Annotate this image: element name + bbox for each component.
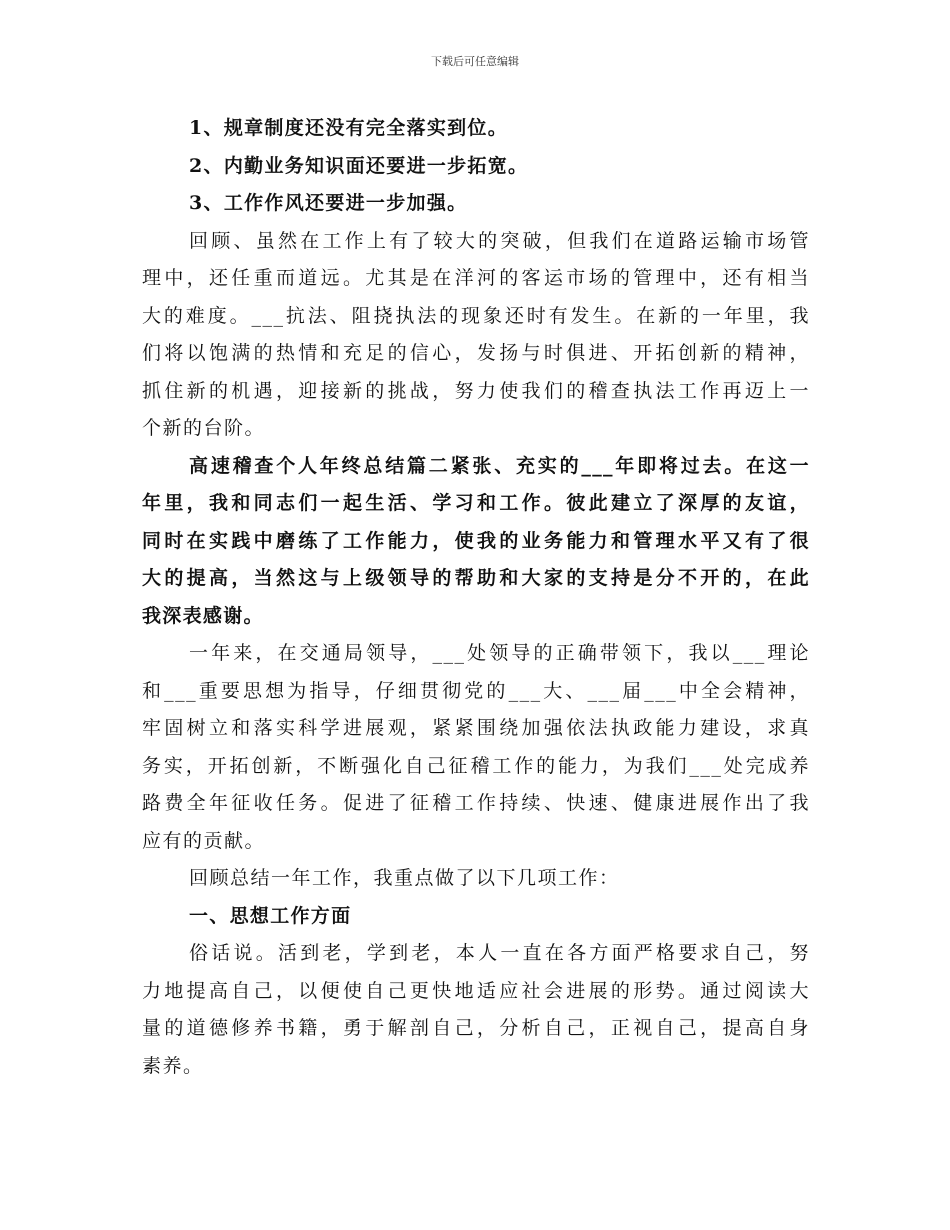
list-item-1: 1、规章制度还没有完全落实到位。 <box>189 117 509 139</box>
list-item-2: 2、内勤业务知识面还要进一步拓宽。 <box>189 154 529 177</box>
page-header: 下载后可任意编辑 <box>431 55 519 68</box>
paragraph-1-line-2: 理中，还任重而道远。尤其是在洋河的客运市场的管理中，还有相当 <box>142 267 810 289</box>
paragraph-2-line-5: 我深表感谢。 <box>142 604 264 627</box>
paragraph-1-line-1: 回顾、虽然在工作上有了较大的突破，但我们在道路运输市场管 <box>189 229 810 252</box>
paragraph-3-line-1: 一年来，在交通局领导，___处领导的正确带领下，我以___理论 <box>189 642 810 664</box>
paragraph-2-line-4: 大的提高，当然这与上级领导的帮助和大家的支持是分不开的，在此 <box>142 567 810 589</box>
paragraph-5-line-4: 素养。 <box>142 1054 204 1077</box>
paragraph-3-line-5: 路费全年征收任务。促进了征稽工作持续、快速、健康进展作出了我 <box>142 792 810 814</box>
paragraph-1-line-4: 们将以饱满的热情和充足的信心，发扬与时俱进、开拓创新的精神， <box>142 342 810 364</box>
paragraph-3-line-2: 和___重要思想为指导，仔细贯彻党的___大、___届___中全会精神， <box>142 679 810 702</box>
paragraph-1-line-6: 个新的台阶。 <box>142 417 266 439</box>
paragraph-3-line-4: 务实，开拓创新，不断强化自己征稽工作的能力，为我们___处完成养 <box>142 754 810 777</box>
paragraph-5-line-3: 量的道德修养书籍，勇于解剖自己，分析自己，正视自己，提高自身 <box>142 1017 810 1039</box>
paragraph-1-line-3: 大的难度。___抗法、阻挠执法的现象还时有发生。在新的一年里，我 <box>142 304 810 327</box>
paragraph-3-line-3: 牢固树立和落实科学进展观，紧紧围绕加强依法执政能力建设，求真 <box>142 717 810 739</box>
paragraph-2-line-3: 同时在实践中磨练了工作能力，使我的业务能力和管理水平又有了很 <box>142 529 810 552</box>
paragraph-5-line-1: 俗话说。活到老，学到老，本人一直在各方面严格要求自己，努 <box>189 942 810 964</box>
paragraph-1-line-5: 抓住新的机遇，迎接新的挑战，努力使我们的稽查执法工作再迈上一 <box>142 379 810 402</box>
paragraph-2-line-1: 高速稽查个人年终总结篇二紧张、充实的___年即将过去。在这一 <box>189 454 810 477</box>
document-body <box>142 110 810 1085</box>
paragraph-5-line-2: 力地提高自己，以便使自己更快地适应社会进展的形势。通过阅读大 <box>142 979 810 1002</box>
section-heading: 一、思想工作方面 <box>189 904 352 927</box>
paragraph-3-line-6: 应有的贡献。 <box>142 829 266 852</box>
list-item-3: 3、工作作风还要进一步加强。 <box>189 192 468 214</box>
paragraph-4: 回顾总结一年工作，我重点做了以下几项工作： <box>189 867 620 889</box>
paragraph-2-line-2: 年里，我和同志们一起生活、学习和工作。彼此建立了深厚的友谊， <box>142 492 810 514</box>
